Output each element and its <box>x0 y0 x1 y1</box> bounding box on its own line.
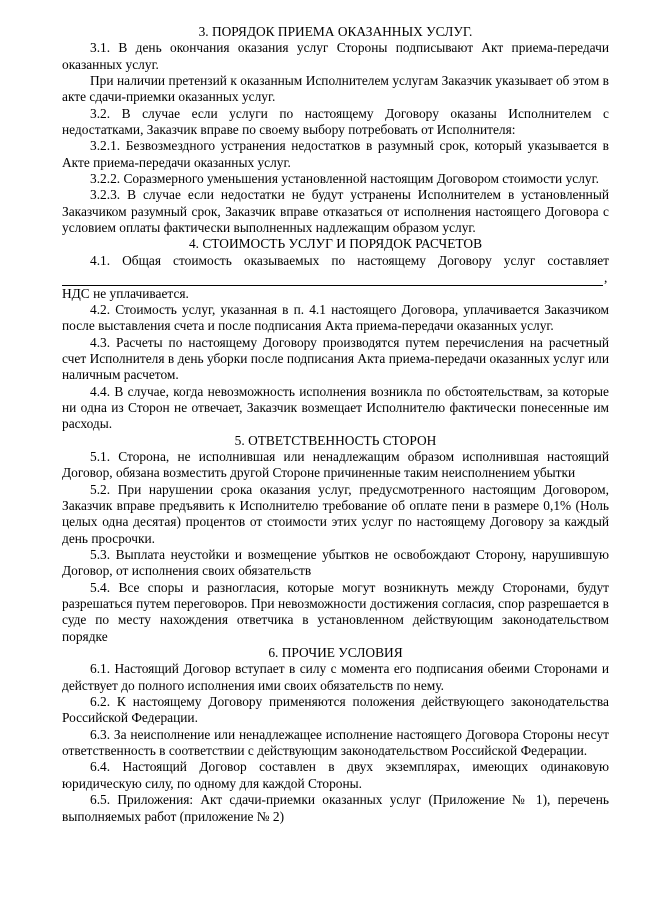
paragraph-5-3: 5.3. Выплата неустойки и возмещение убытков не освобождают Сторону, нарушившую Договор, от исполнения своих обязательств <box>62 547 609 579</box>
paragraph-6-2: 6.2. К настоящему Договору применяются положения действующего законодательства Российской Федерации. <box>62 694 609 726</box>
paragraph-4-2: 4.2. Стоимость услуг, указанная в п. 4.1 настоящего Договора, уплачивается Заказчиком после выставления счета и после подписания Акта приема-передачи оказанных услуг. <box>62 301 609 334</box>
cost-blank-underline <box>62 276 603 286</box>
paragraph-3-2-1: 3.2.1. Безвозмездного устранения недостатков в разумный срок, который указывается в Акте приема-передачи оказанных услуг. <box>62 138 609 170</box>
vat-note: НДС не уплачивается. <box>62 285 189 301</box>
paragraph-5-2: 5.2. При нарушении срока оказания услуг, предусмотренного настоящим Договором, Заказчик вправе предъявить к Исполнителю требование об оплате пени в размере 0,1% (Ноль целых одна десятая) процентов от стоимости этих услуг по настоящему Договору за каждый день просрочки. <box>62 481 609 546</box>
paragraph-3-2-3: 3.2.3. В случае если недостатки не будут устранены Исполнителем в установленный Заказчиком разумный срок, Заказчик вправе отказаться от исполнения настоящего Договора с условием оплаты фактически выполненных надлежащим образом услуг. <box>62 187 609 236</box>
document-page <box>62 24 609 825</box>
paragraph-3-2: 3.2. В случае если услуги по настоящему Договору оказаны Исполнителем с недостатками, Заказчик вправе по своему выбору потребовать от Исполнителя: <box>62 105 609 138</box>
section-heading: 4. СТОИМОСТЬ УСЛУГ И ПОРЯДОК РАСЧЕТОВ <box>188 236 483 252</box>
paragraph-5-1: 5.1. Сторона, не исполнившая или ненадлежащим образом исполнившая настоящий Договор, обязана возместить другой Стороне причиненные таким неисполнением убытки <box>62 448 609 481</box>
section-heading: 6. ПРОЧИЕ УСЛОВИЯ <box>268 645 403 661</box>
paragraph-3-2-2: 3.2.2. Соразмерного уменьшения установленной настоящим Договором стоимости услуг. <box>90 171 599 187</box>
paragraph-6-3: 6.3. За неисполнение или ненадлежащее исполнение настоящего Договора Стороны несут ответственность в соответствии с действующим законодательством Российской Федерации. <box>62 726 609 759</box>
section-heading: 5. ОТВЕТСТВЕННОСТЬ СТОРОН <box>234 432 437 448</box>
paragraph-6-4: 6.4. Настоящий Договор составлен в двух экземплярах, имеющих одинаковую юридическую силу, по одному для каждой Стороны. <box>62 759 609 791</box>
paragraph-3-1-claims: При наличии претензий к оказанным Исполнителем услугам Заказчик указывает об этом в акте сдачи-приемки оказанных услуг. <box>62 73 609 105</box>
paragraph-4-1: 4.1. Общая стоимость оказываемых по настоящему Договору услуг составляет <box>90 252 609 268</box>
paragraph-4-3: 4.3. Расчеты по настоящему Договору производятся путем перечисления на расчетный счет Исполнителя в день уборки после подписания Акта приема-передачи оказанных услуг или наличным расчетом. <box>62 334 609 383</box>
section-3-acceptance <box>62 24 609 236</box>
paragraph-4-4: 4.4. В случае, когда невозможность исполнения возникла по обстоятельствам, за которые ни одна из Сторон не отвечает, Заказчик возмещает Исполнителю фактически понесенные им расходы. <box>62 383 609 432</box>
paragraph-6-1: 6.1. Настоящий Договор вступает в силу с момента его подписания обеими Сторонами и действует до полного исполнения ими своих обязательств по нему. <box>62 661 609 693</box>
section-4-cost <box>62 236 609 432</box>
section-heading: 3. ПОРЯДОК ПРИЕМА ОКАЗАННЫХ УСЛУГ. <box>198 24 473 39</box>
paragraph-3-1: 3.1. В день окончания оказания услуг Стороны подписывают Акт приема-передачи оказанных услуг. <box>62 40 609 72</box>
paragraph-5-4: 5.4. Все споры и разногласия, которые могут возникнуть между Сторонами, будут разрешаться путем переговоров. При невозможности достижения согласия, спор разрешается в суде по месту нахождения ответчика в установленном действующим законодательством порядке <box>62 579 609 644</box>
section-5-liability <box>62 433 609 645</box>
cost-blank-comma: , <box>604 269 608 285</box>
paragraph-6-5: 6.5. Приложения: Акт сдачи-приемки оказанных услуг (Приложение № 1), перечень выполняемых работ (приложение № 2) <box>62 792 609 824</box>
section-6-other-terms <box>62 645 609 825</box>
cost-blank-field <box>62 269 609 285</box>
